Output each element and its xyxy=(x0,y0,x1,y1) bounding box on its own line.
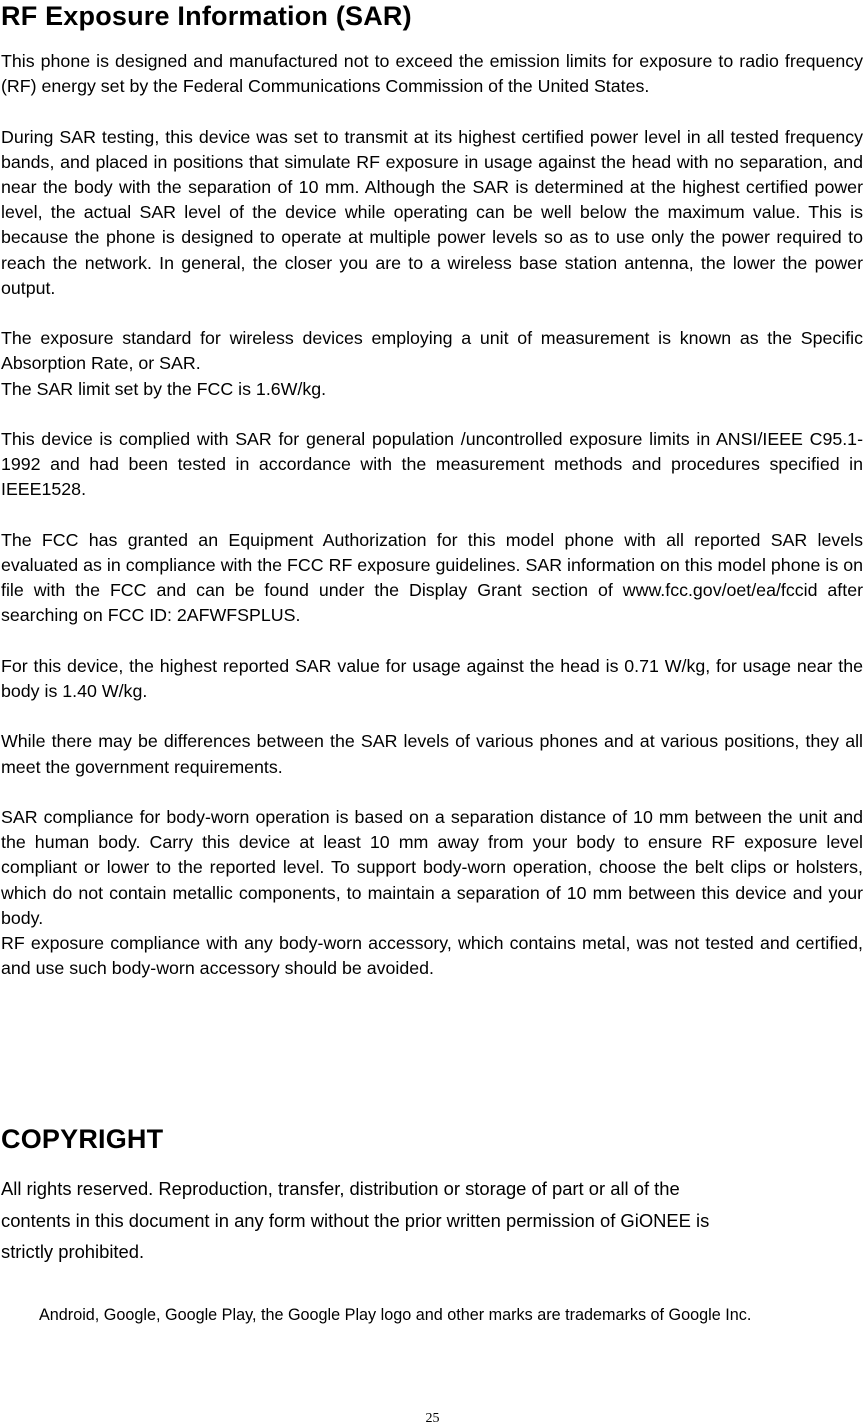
copyright-line: strictly prohibited. xyxy=(1,1241,145,1262)
sar-paragraph-emission-limits: This phone is designed and manufactured not to exceed the emission limits for exposure to radio frequency (RF) energy set by the Federal Communications Commission of the United States. xyxy=(1,51,863,97)
sar-section-body xyxy=(1,49,863,981)
sar-paragraph-reported-values: For this device, the highest reported SAR value for usage against the head is 0.71 W/kg, for usage near the body is 1.40 W/kg. xyxy=(1,655,863,701)
sar-paragraph-fcc-limit: The SAR limit set by the FCC is 1.6W/kg. xyxy=(1,378,327,399)
copyright-line: contents in this document in any form without the prior written permission of GiONEE is xyxy=(1,1209,710,1231)
sar-paragraph-body-worn-accessory: RF exposure compliance with any body-worn accessory, which contains metal, was not tested and certified, and use such body-worn accessory should be avoided. xyxy=(1,933,863,979)
copyright-section-body xyxy=(1,1173,841,1268)
trademark-notice: Android, Google, Google Play, the Google Play logo and other marks are trademarks of Google Inc. xyxy=(39,1306,752,1324)
sar-paragraph-differences: While there may be differences between the SAR levels of various phones and at various positions, they all meet the government requirements. xyxy=(1,731,863,777)
sar-paragraph-compliance: This device is complied with SAR for general population /uncontrolled exposure limits in ANSI/IEEE C95.1-1992 and had been tested in accordance with the measurement methods and procedures specified in IEEE1528. xyxy=(1,429,863,500)
copyright-section-title: COPYRIGHT xyxy=(1,1124,164,1154)
sar-paragraph-body-worn: SAR compliance for body-worn operation is based on a separation distance of 10 mm between the unit and the human body. Carry this device at least 10 mm away from your body to ensure RF exposure level compliant or lower to the reported level. To support body-worn operation, choose the belt clips or holsters, which do not contain metallic components, to maintain a separation of 10 mm between this device and your body. xyxy=(1,806,863,928)
sar-section-title: RF Exposure Information (SAR) xyxy=(1,1,412,31)
sar-paragraph-exposure-standard: The exposure standard for wireless devices employing a unit of measurement is known as the Specific Absorption Rate, or SAR. xyxy=(1,328,863,374)
page-number: 25 xyxy=(425,1411,440,1426)
sar-paragraph-testing: During SAR testing, this device was set to transmit at its highest certified power level in all tested frequency bands, and placed in positions that simulate RF exposure in usage against the head with no separation, and near the body with the separation of 10 mm. Although the SAR is determined at the highest certified power level, the actual SAR level of the device while operating can be well below the maximum value. This is because the phone is designed to operate at multiple power levels so as to use only the power required to reach the network. In general, the closer you are to a wireless base station antenna, the lower the power output. xyxy=(1,126,863,298)
sar-paragraph-equipment-authorization: The FCC has granted an Equipment Authorization for this model phone with all reported SAR levels evaluated as in compliance with the FCC RF exposure guidelines. SAR information on this model phone is on file with the FCC and can be found under the Display Grant section of www.fcc.gov/oet/ea/fccid after searching on FCC ID: 2AFWFSPLUS. xyxy=(1,529,863,626)
copyright-line: All rights reserved. Reproduction, transfer, distribution or storage of part or all of the xyxy=(1,1178,680,1199)
